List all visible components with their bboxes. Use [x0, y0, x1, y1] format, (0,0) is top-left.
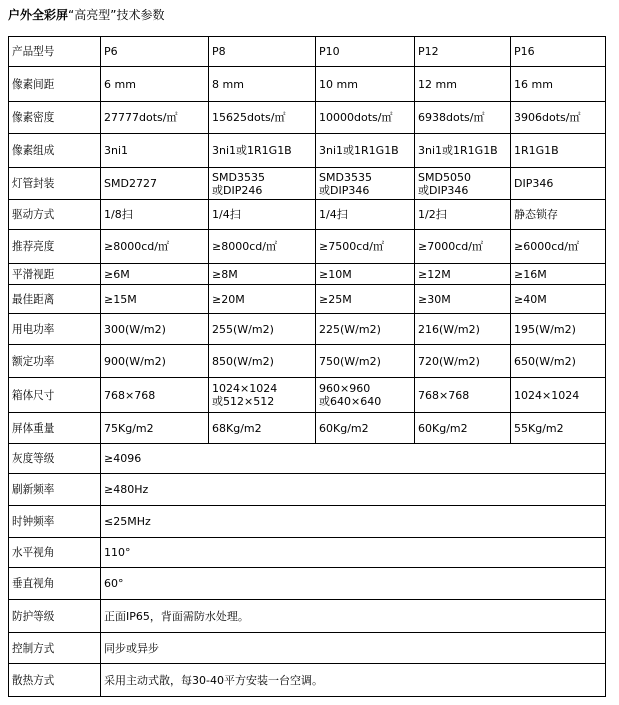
row-label: 水平视角 [9, 538, 101, 568]
model-cell: P12 [415, 37, 511, 67]
value-cell: 750(W/m2) [316, 345, 415, 378]
value-cell: 27777dots/㎡ [101, 102, 209, 134]
table-row [9, 600, 606, 633]
row-label: 灯管封装 [9, 168, 101, 200]
table-row [9, 264, 606, 285]
model-cell: P8 [209, 37, 316, 67]
value-cell: SMD3535 或DIP246 [209, 168, 316, 200]
value-cell: SMD5050 或DIP346 [415, 168, 511, 200]
value-cell: 12 mm [415, 67, 511, 102]
value-cell: ≥8000cd/㎡ [209, 230, 316, 264]
row-label: 灰度等级 [9, 444, 101, 474]
value-cell: 850(W/m2) [209, 345, 316, 378]
value-cell: 216(W/m2) [415, 314, 511, 345]
model-cell: P10 [316, 37, 415, 67]
table-row [9, 345, 606, 378]
value-cell: DIP346 [511, 168, 606, 200]
row-label: 控制方式 [9, 633, 101, 664]
table-row [9, 444, 606, 474]
row-label: 产品型号 [9, 37, 101, 67]
value-cell: 300(W/m2) [101, 314, 209, 345]
value-cell: ≥7500cd/㎡ [316, 230, 415, 264]
table-row [9, 568, 606, 600]
row-label: 推荐亮度 [9, 230, 101, 264]
value-cell: SMD2727 [101, 168, 209, 200]
page-title [8, 7, 164, 23]
value-cell: 75Kg/m2 [101, 413, 209, 444]
value-cell: ≥20M [209, 285, 316, 314]
table-row [9, 474, 606, 506]
row-label: 时钟频率 [9, 506, 101, 538]
table-row [9, 134, 606, 168]
title-rest: “高亮型”技术参数 [68, 8, 165, 22]
value-cell: SMD3535 或DIP346 [316, 168, 415, 200]
row-label: 额定功率 [9, 345, 101, 378]
value-cell: 采用主动式散，每30-40平方安装一台空调。 [101, 664, 606, 697]
value-cell: 68Kg/m2 [209, 413, 316, 444]
row-label: 平滑视距 [9, 264, 101, 285]
value-cell: 650(W/m2) [511, 345, 606, 378]
row-label: 像素间距 [9, 67, 101, 102]
table-row [9, 67, 606, 102]
row-label: 像素组成 [9, 134, 101, 168]
value-cell: ≥16M [511, 264, 606, 285]
value-cell: 720(W/m2) [415, 345, 511, 378]
table-row [9, 506, 606, 538]
table-row [9, 102, 606, 134]
value-cell: 15625dots/㎡ [209, 102, 316, 134]
value-cell: ≥6M [101, 264, 209, 285]
value-cell: ≥8000cd/㎡ [101, 230, 209, 264]
value-cell: ≥480Hz [101, 474, 606, 506]
value-cell: 768×768 [415, 378, 511, 413]
row-label: 箱体尺寸 [9, 378, 101, 413]
value-cell: 55Kg/m2 [511, 413, 606, 444]
value-cell: 1024×1024 或512×512 [209, 378, 316, 413]
value-cell: 60Kg/m2 [316, 413, 415, 444]
value-cell: ≥10M [316, 264, 415, 285]
table-row [9, 230, 606, 264]
table-row [9, 314, 606, 345]
value-cell: ≥15M [101, 285, 209, 314]
table-row [9, 200, 606, 230]
table-row [9, 413, 606, 444]
value-cell: ≥12M [415, 264, 511, 285]
row-label: 最佳距离 [9, 285, 101, 314]
value-cell: ≥4096 [101, 444, 606, 474]
value-cell: ≥8M [209, 264, 316, 285]
value-cell: 10000dots/㎡ [316, 102, 415, 134]
value-cell: 10 mm [316, 67, 415, 102]
row-label: 驱动方式 [9, 200, 101, 230]
value-cell: 225(W/m2) [316, 314, 415, 345]
value-cell: 768×768 [101, 378, 209, 413]
row-label: 散热方式 [9, 664, 101, 697]
spec-table [8, 36, 606, 697]
model-cell: P16 [511, 37, 606, 67]
value-cell: 静态锁存 [511, 200, 606, 230]
table-row [9, 538, 606, 568]
value-cell: 16 mm [511, 67, 606, 102]
table-row [9, 664, 606, 697]
value-cell: 255(W/m2) [209, 314, 316, 345]
value-cell: ≤25MHz [101, 506, 606, 538]
row-label: 垂直视角 [9, 568, 101, 600]
value-cell: 8 mm [209, 67, 316, 102]
header-row [9, 37, 606, 67]
model-cell: P6 [101, 37, 209, 67]
value-cell: ≥7000cd/㎡ [415, 230, 511, 264]
row-label: 刷新频率 [9, 474, 101, 506]
value-cell: 1/2扫 [415, 200, 511, 230]
table-row [9, 633, 606, 664]
value-cell: 3ni1或1R1G1B [209, 134, 316, 168]
value-cell: ≥25M [316, 285, 415, 314]
value-cell: 110° [101, 538, 606, 568]
value-cell: 1024×1024 [511, 378, 606, 413]
value-cell: ≥30M [415, 285, 511, 314]
value-cell: ≥6000cd/㎡ [511, 230, 606, 264]
value-cell: 960×960 或640×640 [316, 378, 415, 413]
value-cell: 正面IP65，背面需防水处理。 [101, 600, 606, 633]
value-cell: 3ni1或1R1G1B [316, 134, 415, 168]
value-cell: 3906dots/㎡ [511, 102, 606, 134]
value-cell: 1/8扫 [101, 200, 209, 230]
value-cell: 3ni1或1R1G1B [415, 134, 511, 168]
row-label: 防护等级 [9, 600, 101, 633]
title-main: 户外全彩屏 [8, 8, 69, 22]
value-cell: 1R1G1B [511, 134, 606, 168]
value-cell: 900(W/m2) [101, 345, 209, 378]
table-row [9, 168, 606, 200]
value-cell: 6 mm [101, 67, 209, 102]
row-label: 像素密度 [9, 102, 101, 134]
row-label: 用电功率 [9, 314, 101, 345]
value-cell: 同步或异步 [101, 633, 606, 664]
table-row [9, 285, 606, 314]
table-row [9, 378, 606, 413]
value-cell: 1/4扫 [316, 200, 415, 230]
value-cell: 3ni1 [101, 134, 209, 168]
value-cell: 60° [101, 568, 606, 600]
value-cell: 195(W/m2) [511, 314, 606, 345]
value-cell: 6938dots/㎡ [415, 102, 511, 134]
row-label: 屏体重量 [9, 413, 101, 444]
value-cell: ≥40M [511, 285, 606, 314]
value-cell: 60Kg/m2 [415, 413, 511, 444]
value-cell: 1/4扫 [209, 200, 316, 230]
